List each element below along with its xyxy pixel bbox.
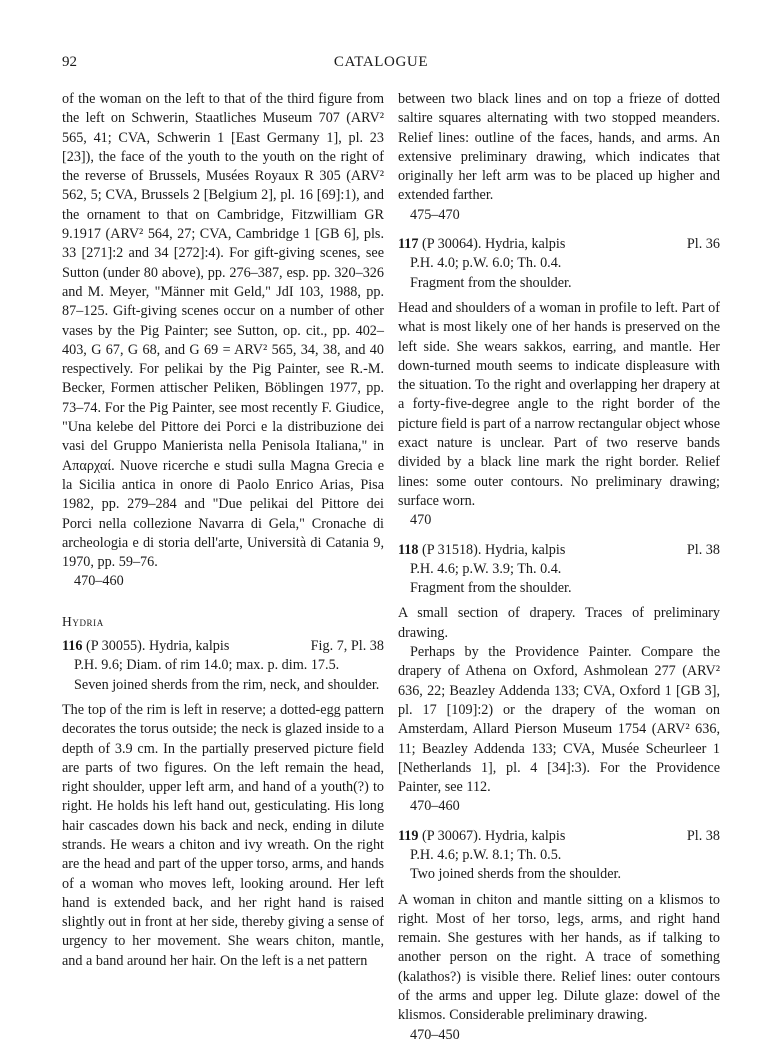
- entry-condition: Fragment from the shoulder.: [410, 274, 572, 291]
- entry-119-heading: [398, 827, 720, 846]
- section-heading: Hydria: [62, 613, 104, 629]
- running-title: CATALOGUE: [333, 54, 429, 70]
- entry-dimensions: P.H. 4.6; p.W. 3.9; Th. 0.4.: [410, 560, 562, 577]
- entry-117-heading: [398, 235, 720, 254]
- entry-title: (P 30067). Hydria, kalpis: [422, 827, 566, 844]
- entry-number: 117: [398, 236, 419, 253]
- continuation-text: of the woman on the left to that of the third figure from the left on Schwerin, Staatliches Museum 707 (ARV² 565, 41; CVA, Schwerin 1 [East Germany 1], pl. 23 [23]), the face of the youth to the youth on the right of the reverse of Brussels, Musées Royaux R 305 (ARV² 562, 5; CVA, Brussels 2 [Belgium 2], pl. 16 [69]:1), and the ornament to that on Cambridge, Fitzwilliam GR 9.1917 (ARV² 564, 27; CVA, Cambridge 1 [GB 6], pls. 33 [271]:2 and 34 [272]:4). For gift-giving scenes, see Sutton (under 80 above), pp. 276–387, esp. pp. 320–326 and M. Meyer, "Männer mit Geld," JdI 103, 1988, pp. 87–125. Gift-giving scenes occur on a number of other vases by the Pig Painter; see Sutton, op. cit., pp. 402–403, G 67, G 68, and G 69 = ARV² 565, 34, 38, and 40 respectively. For pelikai by the Pig Painter, see R.-M. Becker, Formen attischer Peliken, Böblingen 1977, pp. 73–74. For the Pig Painter, see most recently F. Giudice, "Una kelebe del Pittore dei Porci e la distribuzione dei vasi del Gruppo Manierista nella Penisola Italiana," in Απαρχαί. Nuove ricerche e studi sulla Magna Grecia e la Sicilia antica in onore di Paolo Enrico Arias, Pisa 1982, pp. 279–284 and "Due pelikai del Pittore dei Porci nella collezione Navarra di Gela," Cronache di archeologia e di storia dell'arte, Università di Catania 9, 1970, pp. 59–76.: [62, 91, 384, 571]
- left-column: [62, 90, 384, 971]
- entry-dimensions: P.H. 4.6; p.W. 8.1; Th. 0.5.: [410, 846, 562, 863]
- entry-description: A small section of drapery. Traces of preliminary drawing.: [398, 605, 720, 641]
- entry-plate: Pl. 38: [686, 541, 720, 558]
- entry-date: 475–470: [410, 206, 460, 223]
- entry-date: 470–460: [410, 798, 460, 815]
- entry-attribution: Perhaps by the Providence Painter. Compare the drapery of Athena on Oxford, Ashmolean 277 (ARV² 636, 22; Beazley Addenda 133; CVA, Oxford 1 [GB 3], pl. 17 [109]:2) or the drapery of the woman on Amsterdam, Allard Pierson Museum 1754 (ARV² 636, 11; Beazley Addenda 133; CVA, Musée Scheurleer 1 [Netherlands 1], pl. 4 [34]:3). For the Providence Painter, see 112.: [398, 644, 720, 796]
- entry-description: The top of the rim is left in reserve; a dotted-egg pattern decorates the torus outside; the neck is glazed inside to a depth of 3.9 cm. In the partially preserved picture field are parts of two figures. On the left remain the head, right shoulder, upper left arm, and hand of a youth(?) to right. He holds his left hand out, gesticulating. His long hair cascades down his back and neck, ending in dilute strands. He wears a chiton and ivy wreath. On the right are the head and part of the upper torso, arms, and hands of a woman who moves left, looking around. Her left hand is extended back, and her right hand is raised slightly out in front at her side, thereby giving a sense of urgency to her movement. She wears chiton, mantle, and a band around her hair. On the left is a net pattern: [62, 701, 384, 969]
- entry-plate: Fig. 7, Pl. 38: [310, 638, 384, 655]
- entry-date: 470: [410, 512, 432, 529]
- entry-118-heading: [398, 541, 720, 560]
- entry-title: (P 31518). Hydria, kalpis: [422, 541, 566, 558]
- entry-dimensions: P.H. 9.6; Diam. of rim 14.0; max. p. dim. 17.5.: [74, 657, 340, 674]
- entry-title: (P 30064). Hydria, kalpis: [422, 236, 566, 253]
- entry-plate: Pl. 36: [686, 236, 720, 253]
- entry-number: 116: [62, 638, 83, 655]
- entry-number: 118: [398, 541, 419, 558]
- right-column: [398, 90, 720, 1045]
- entry-condition: Two joined sherds from the shoulder.: [410, 866, 621, 883]
- entry-condition: Seven joined sherds from the rim, neck, and shoulder.: [74, 676, 380, 693]
- entry-plate: Pl. 38: [686, 827, 720, 844]
- entry-dimensions: P.H. 4.0; p.W. 6.0; Th. 0.4.: [410, 255, 562, 272]
- continuation-date: 470–460: [74, 573, 124, 590]
- entry-description-continued: between two black lines and on top a frieze of dotted saltire squares alternating with two stopped meanders. Relief lines: outline of the faces, hands, and arms. An extensive preliminary drawing, which indicates that originally her left arm was to be placed up higher and extended farther.: [398, 91, 720, 204]
- page-number: 92: [62, 54, 77, 70]
- entry-116-heading: [62, 637, 384, 656]
- entry-description: Head and shoulders of a woman in profile to left. Part of what is most likely one of her hands is preserved on the left side. She wears sakkos, earring, and mantle. Her down-turned mouth seems to indicate displeasure with the situation. To the right and overlapping her drapery at a forty-five-degree angle to the right border of the picture field is part of a narrow rectangular object whose exact nature is unclear. Part of two reserve bands divided by a black line mark the right border. Relief lines: some outer contours. No preliminary drawing; surface worn.: [398, 299, 720, 509]
- entry-condition: Fragment from the shoulder.: [410, 580, 572, 597]
- entry-description: A woman in chiton and mantle sitting on a klismos to right. Most of her torso, legs, arms, and right hand remain. She gestures with her hands, as if talking to another person on the right. A trace of something (kalathos?) is visible there. Relief lines: outer contours of the arms and upper leg. Dilute glaze: dowel of the klismos. Considerable preliminary drawing.: [398, 891, 720, 1024]
- entry-title: (P 30055). Hydria, kalpis: [86, 638, 230, 655]
- entry-number: 119: [398, 827, 419, 844]
- entry-date: 470–450: [410, 1026, 460, 1043]
